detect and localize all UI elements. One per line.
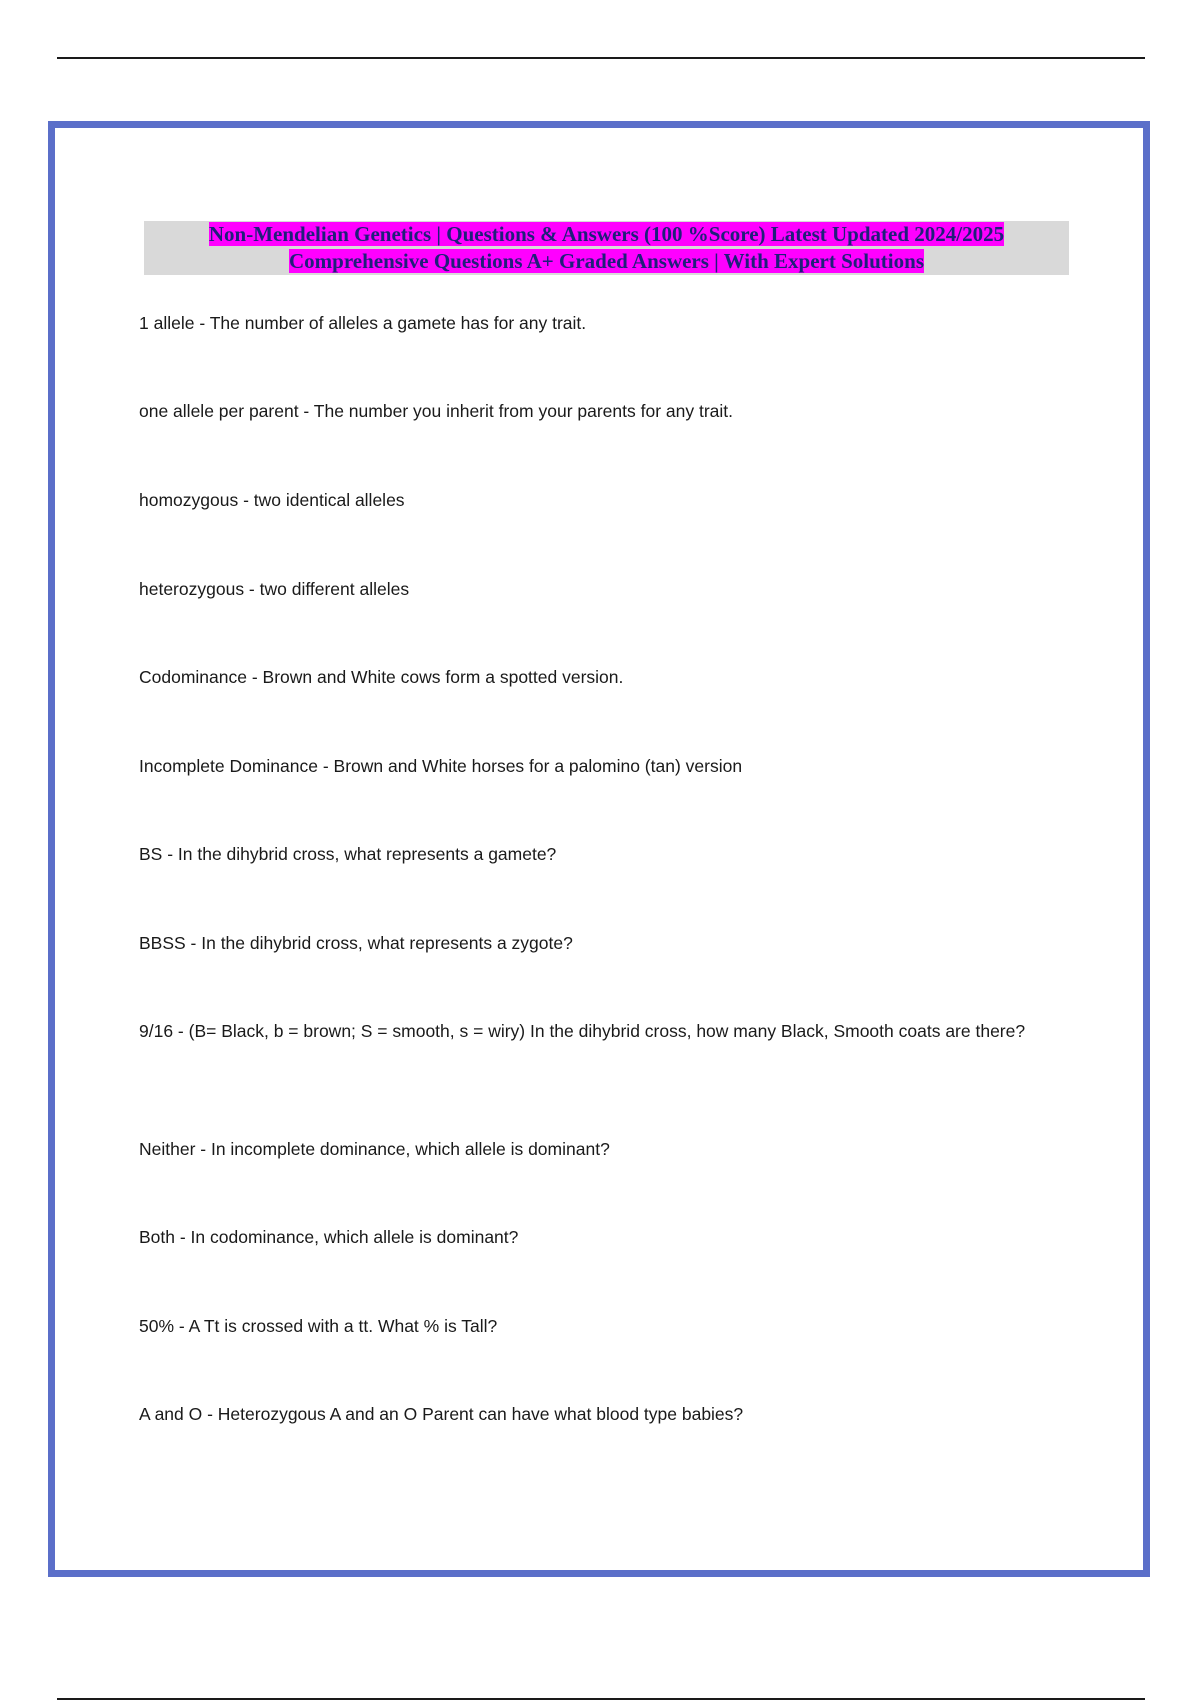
qa-item: 9/16 - (B= Black, b = brown; S = smooth, s = wiry) In the dihybrid cross, how many Black, Smooth coats are there? — [139, 1021, 1026, 1041]
header-rule — [57, 57, 1145, 59]
qa-item: Both - In codominance, which allele is dominant? — [139, 1227, 519, 1247]
document-title — [144, 221, 1069, 275]
qa-item: Neither - In incomplete dominance, which allele is dominant? — [139, 1139, 610, 1159]
qa-item: homozygous - two identical alleles — [139, 490, 405, 510]
qa-item: 50% - A Tt is crossed with a tt. What % is Tall? — [139, 1316, 498, 1336]
qa-item: BS - In the dihybrid cross, what represents a gamete? — [139, 844, 557, 864]
page-frame — [48, 121, 1150, 1577]
qa-item: Codominance - Brown and White cows form a spotted version. — [139, 667, 624, 687]
qa-item: 1 allele - The number of alleles a gamete has for any trait. — [139, 313, 587, 333]
qa-item: Incomplete Dominance - Brown and White horses for a palomino (tan) version — [139, 756, 743, 776]
title-line-2: Comprehensive Questions A+ Graded Answers | With Expert Solutions — [288, 249, 924, 273]
qa-item: BBSS - In the dihybrid cross, what represents a zygote? — [139, 933, 573, 953]
qa-item: one allele per parent - The number you inherit from your parents for any trait. — [139, 401, 734, 421]
title-line-1: Non-Mendelian Genetics | Questions & Answers (100 %Score) Latest Updated 2024/2025 — [208, 222, 1005, 246]
qa-item: A and O - Heterozygous A and an O Parent can have what blood type babies? — [139, 1404, 744, 1424]
qa-item: heterozygous - two different alleles — [139, 579, 410, 599]
